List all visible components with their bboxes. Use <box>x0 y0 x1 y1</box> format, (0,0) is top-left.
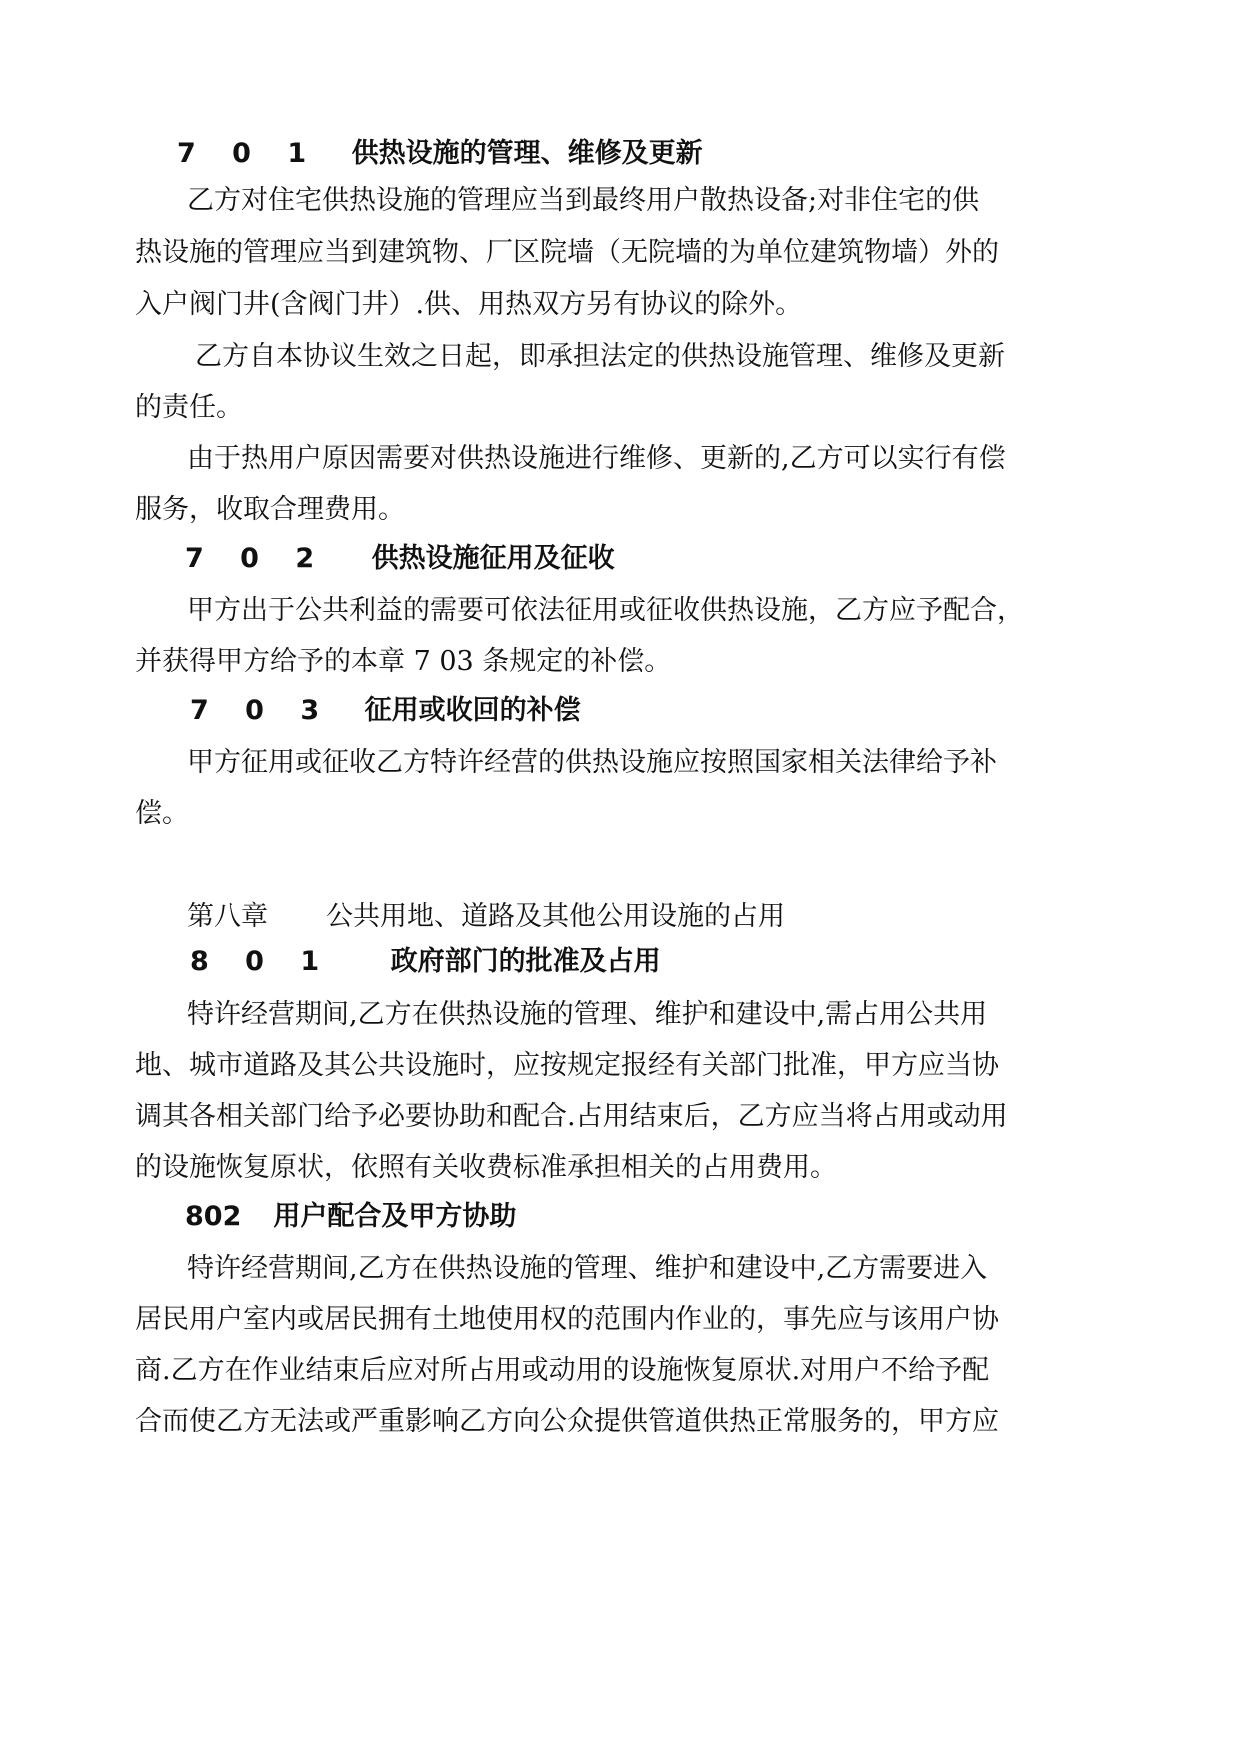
section-number: 802 <box>185 1201 242 1232</box>
section-number: 8 0 1 <box>190 946 333 977</box>
paragraph-line: 乙方自本协议生效之日起，即承担法定的供热设施管理、维修及更新 <box>195 341 1005 372</box>
paragraph-line: 甲方出于公共利益的需要可依法征用或征收供热设施，乙方应予配合， <box>187 595 1024 626</box>
paragraph-line: 地、城市道路及其公共设施时，应按规定报经有关部门批准，甲方应当协 <box>135 1050 999 1081</box>
paragraph-line: 并获得甲方给予的本章 7 03 条规定的补偿。 <box>135 646 672 677</box>
paragraph-line: 热设施的管理应当到建筑物、厂区院墙（无院墙的为单位建筑物墙）外的 <box>135 237 999 268</box>
paragraph-line: 由于热用户原因需要对供热设施进行维修、更新的,乙方可以实行有偿 <box>187 443 1006 474</box>
paragraph-line: 商.乙方在作业结束后应对所占用或动用的设施恢复原状.对用户不给予配 <box>135 1355 990 1386</box>
paragraph-line: 偿。 <box>135 798 189 829</box>
paragraph-line: 特许经营期间,乙方在供热设施的管理、维护和建设中,乙方需要进入 <box>187 1253 988 1284</box>
section-703-heading <box>190 693 581 729</box>
paragraph-line: 调其各相关部门给予必要协助和配合.占用结束后，乙方应当将占用或动用 <box>135 1101 1008 1132</box>
section-number: 7 0 2 <box>185 543 328 574</box>
section-701-heading <box>177 136 703 172</box>
chapter-8-heading <box>187 899 785 935</box>
section-number: 7 0 1 <box>177 138 320 169</box>
section-title: 供热设施的管理、维修及更新 <box>351 138 703 169</box>
paragraph-line: 甲方征用或征收乙方特许经营的供热设施应按照国家相关法律给予补 <box>187 747 997 778</box>
section-802-heading <box>185 1199 516 1235</box>
section-title: 政府部门的批准及占用 <box>390 946 661 977</box>
chapter-title: 公共用地、道路及其他公用设施的占用 <box>326 901 785 932</box>
paragraph-line: 居民用户室内或居民拥有土地使用权的范围内作业的，事先应与该用户协 <box>135 1304 999 1335</box>
section-title: 用户配合及甲方协助 <box>273 1201 517 1232</box>
paragraph-line: 乙方对住宅供热设施的管理应当到最终用户散热设备;对非住宅的供 <box>187 185 980 216</box>
paragraph-line: 入户阀门井(含阀门井）.供、用热双方另有协议的除外。 <box>135 289 803 320</box>
section-title: 供热设施征用及征收 <box>371 543 615 574</box>
section-801-heading <box>190 944 661 980</box>
chapter-label: 第八章 <box>187 901 268 932</box>
paragraph-line: 的责任。 <box>135 392 243 423</box>
section-702-heading <box>185 541 615 577</box>
section-title: 征用或收回的补偿 <box>364 695 581 726</box>
paragraph-line: 服务，收取合理费用。 <box>135 494 405 525</box>
section-number: 7 0 3 <box>190 695 333 726</box>
paragraph-line: 的设施恢复原状，依照有关收费标准承担相关的占用费用。 <box>135 1152 837 1183</box>
paragraph-line: 合而使乙方无法或严重影响乙方向公众提供管道供热正常服务的，甲方应 <box>135 1406 999 1437</box>
paragraph-line: 特许经营期间,乙方在供热设施的管理、维护和建设中,需占用公共用 <box>187 999 988 1030</box>
